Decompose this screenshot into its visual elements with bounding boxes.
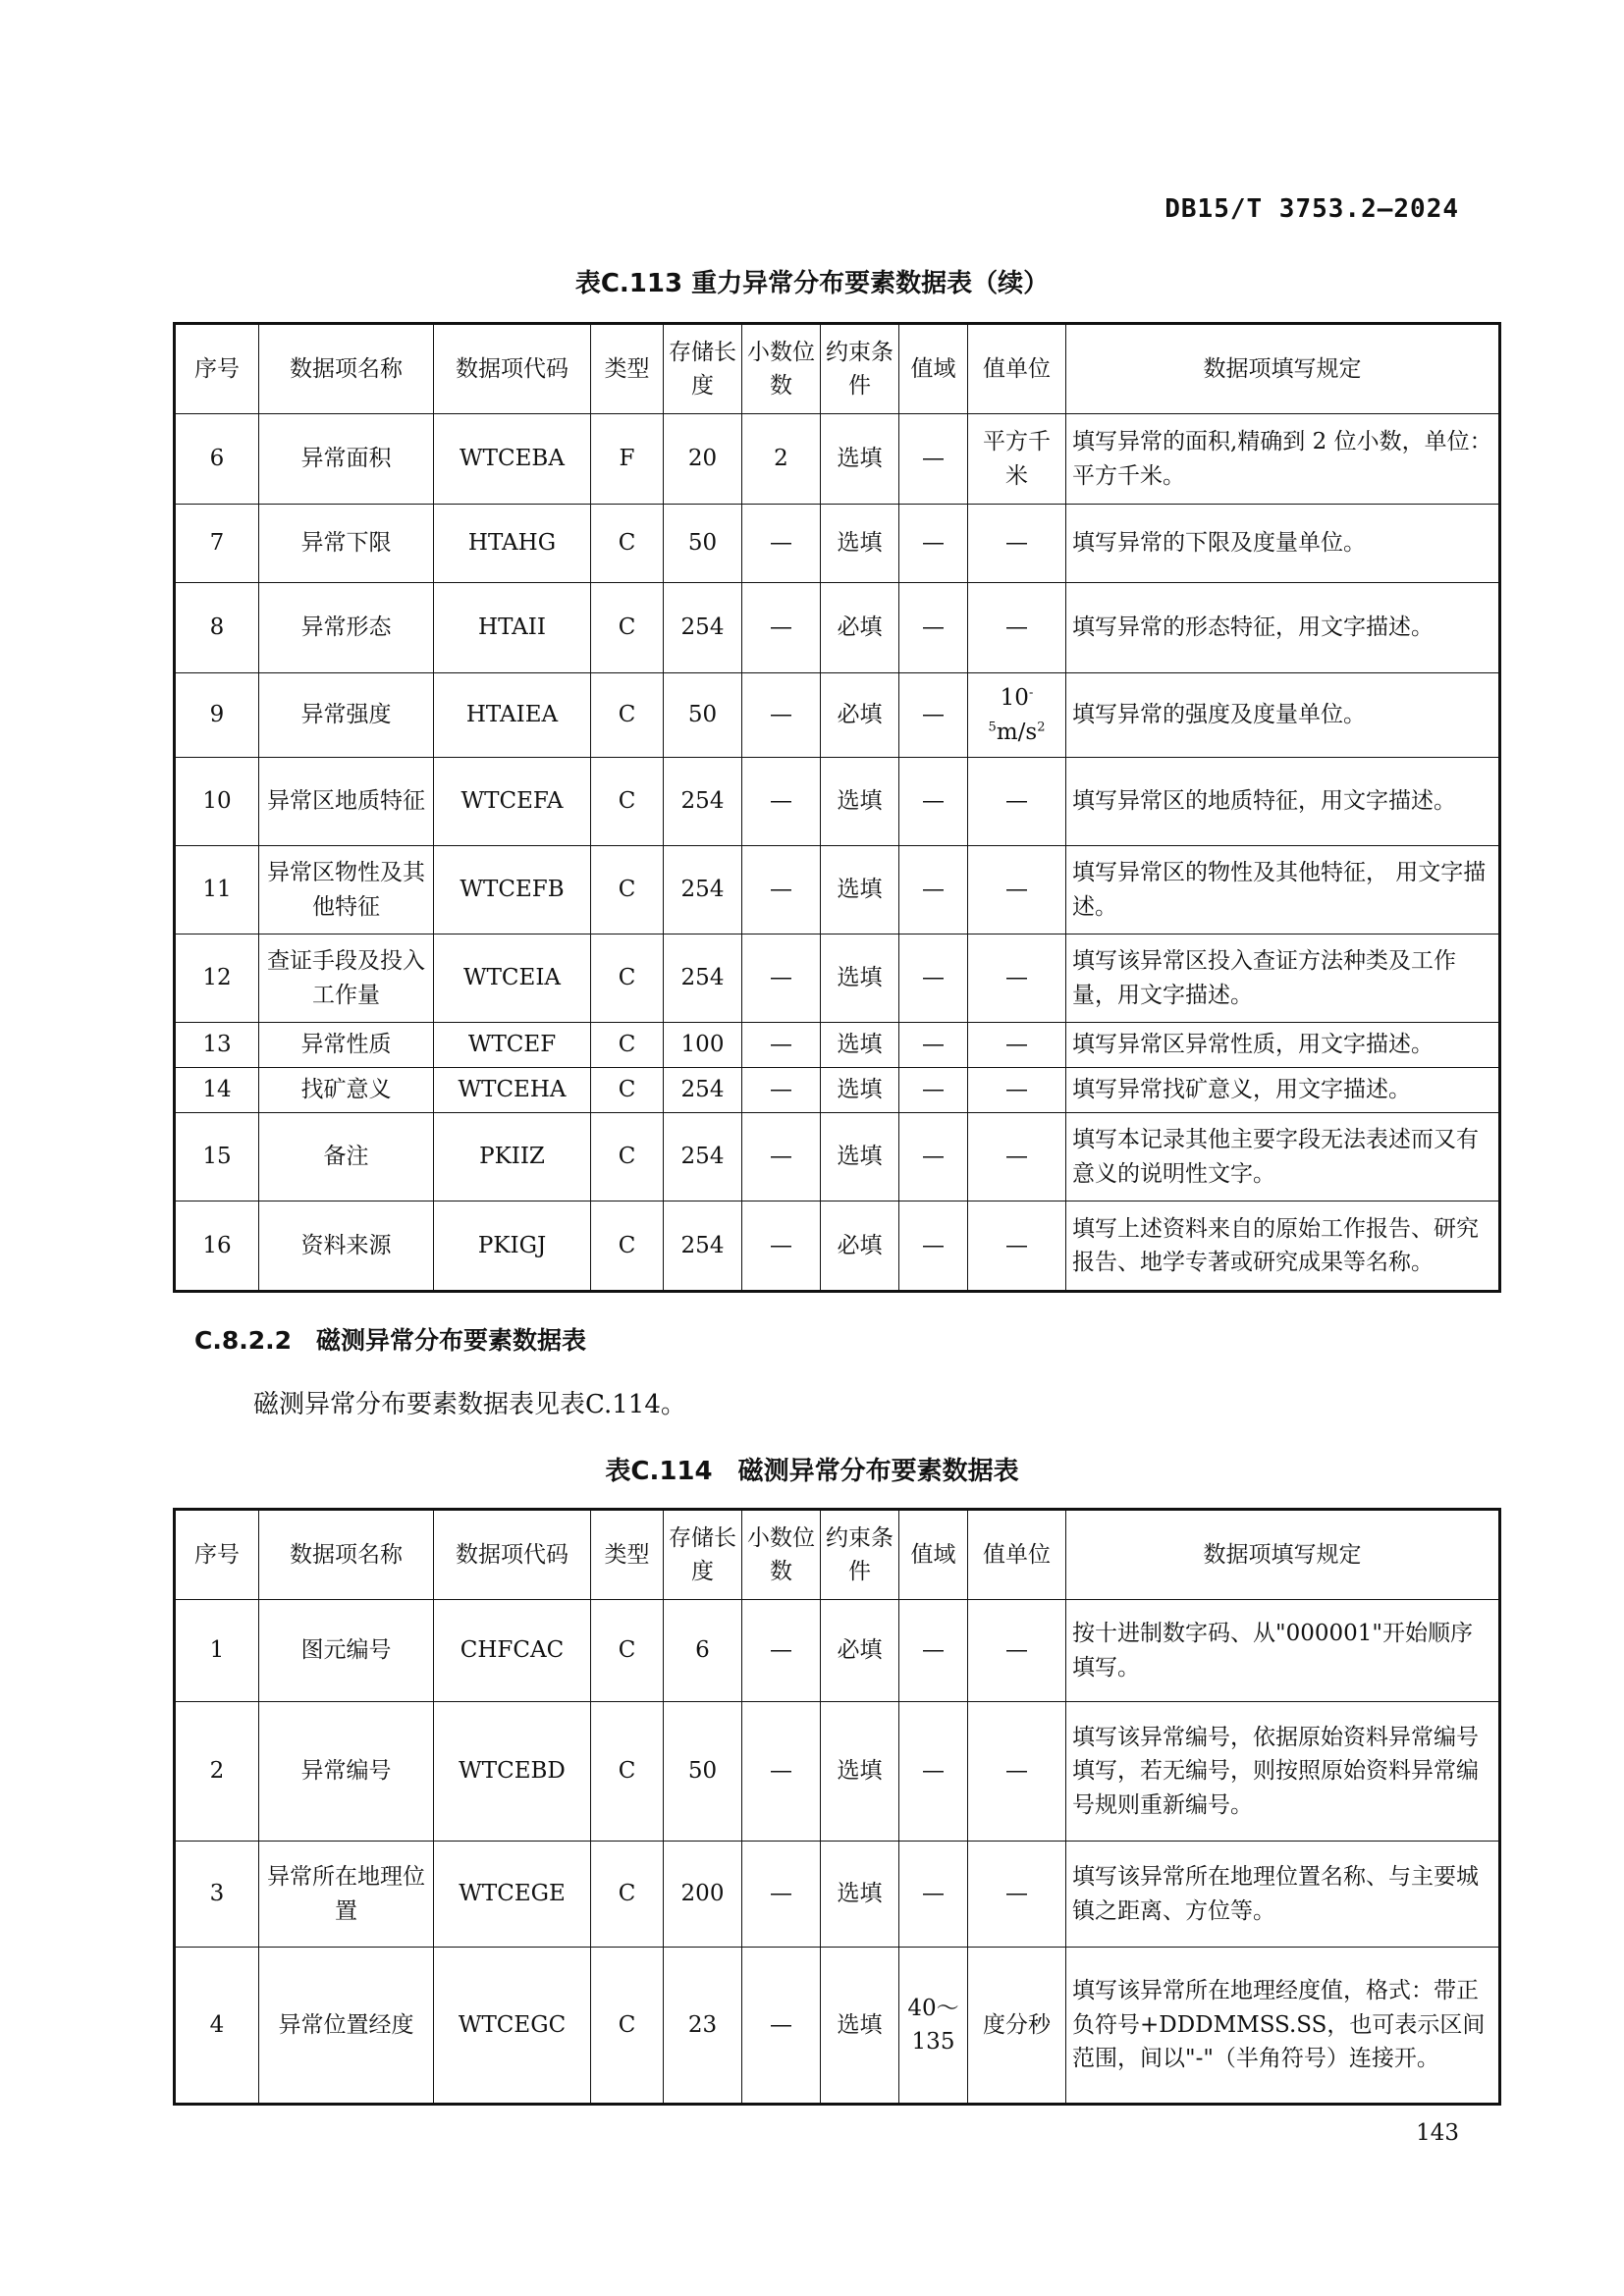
table-cell: 12 xyxy=(175,934,259,1023)
table-cell: — xyxy=(742,1068,821,1113)
table-cell: — xyxy=(899,673,968,758)
table-cell: — xyxy=(742,1842,821,1948)
table-cell: 必填 xyxy=(821,1201,899,1292)
table-cell: 填写异常找矿意义，用文字描述。 xyxy=(1066,1068,1500,1113)
table-cell: — xyxy=(899,414,968,505)
table-cell: C xyxy=(591,1113,664,1201)
table2-caption: 表C.114 磁测异常分布要素数据表 xyxy=(605,1457,1019,1486)
table-cell: 必填 xyxy=(821,583,899,673)
table-cell: 15 xyxy=(175,1113,259,1201)
column-header: 序号 xyxy=(175,1510,259,1600)
table-cell: 8 xyxy=(175,583,259,673)
table-cell: PKIIZ xyxy=(434,1113,591,1201)
table-cell: — xyxy=(899,846,968,934)
section-heading: C.8.2.2 磁测异常分布要素数据表 xyxy=(194,1326,587,1355)
table-cell: — xyxy=(968,583,1066,673)
table-cell: 选填 xyxy=(821,1068,899,1113)
table-cell: 填写异常区的物性及其他特征， 用文字描述。 xyxy=(1066,846,1500,934)
table-cell: — xyxy=(742,1948,821,2105)
table-cell: — xyxy=(742,1201,821,1292)
table-cell: 13 xyxy=(175,1023,259,1068)
table-cell: F xyxy=(591,414,664,505)
table-row xyxy=(175,1600,1500,1702)
table-cell: 254 xyxy=(664,583,742,673)
table-cell: — xyxy=(968,505,1066,583)
table-cell: C xyxy=(591,505,664,583)
table-row xyxy=(175,1023,1500,1068)
table-cell: 100 xyxy=(664,1023,742,1068)
table-cell: C xyxy=(591,1842,664,1948)
table-cell: 填写该异常区投入查证方法种类及工作量，用文字描述。 xyxy=(1066,934,1500,1023)
table-row xyxy=(175,1948,1500,2105)
table-row xyxy=(175,1842,1500,1948)
table-cell: 填写该异常所在地理经度值，格式：带正负符号+DDDMMSS.SS，也可表示区间范围，间以"-"（半角符号）连接开。 xyxy=(1066,1948,1500,2105)
table-cell: 4 xyxy=(175,1948,259,2105)
table-cell: 选填 xyxy=(821,414,899,505)
column-header: 值域 xyxy=(899,1510,968,1600)
table-cell: 备注 xyxy=(259,1113,434,1201)
table-cell: 254 xyxy=(664,934,742,1023)
table-cell: 按十进制数字码、从"000001"开始顺序填写。 xyxy=(1066,1600,1500,1702)
table-cell: 异常强度 xyxy=(259,673,434,758)
table-cell: 图元编号 xyxy=(259,1600,434,1702)
table-cell: HTAII xyxy=(434,583,591,673)
table-cell: 50 xyxy=(664,1702,742,1842)
column-header: 数据项名称 xyxy=(259,1510,434,1600)
table-cell: — xyxy=(899,1600,968,1702)
table-cell: — xyxy=(899,1702,968,1842)
table-cell: 20 xyxy=(664,414,742,505)
table-cell: C xyxy=(591,1948,664,2105)
table-cell: — xyxy=(899,1068,968,1113)
table-cell: 填写异常区的地质特征，用文字描述。 xyxy=(1066,758,1500,846)
table-cell: 必填 xyxy=(821,1600,899,1702)
table-cell: 填写异常区异常性质，用文字描述。 xyxy=(1066,1023,1500,1068)
table-cell: 填写异常的面积,精确到 2 位小数，单位：平方千米。 xyxy=(1066,414,1500,505)
column-header: 值单位 xyxy=(968,324,1066,414)
table-cell: — xyxy=(899,934,968,1023)
column-header: 值域 xyxy=(899,324,968,414)
table-cell: — xyxy=(899,1842,968,1948)
table-cell: — xyxy=(742,1702,821,1842)
table-row xyxy=(175,414,1500,505)
table-cell: C xyxy=(591,1702,664,1842)
table-cell: 填写该异常所在地理位置名称、与主要城镇之距离、方位等。 xyxy=(1066,1842,1500,1948)
table-cell: C xyxy=(591,1068,664,1113)
column-header: 约束条件 xyxy=(821,1510,899,1600)
table-cell: WTCEGE xyxy=(434,1842,591,1948)
table-cell: 6 xyxy=(664,1600,742,1702)
table-cell: 16 xyxy=(175,1201,259,1292)
table-cell: 资料来源 xyxy=(259,1201,434,1292)
table-cell: 2 xyxy=(742,414,821,505)
table-cell: — xyxy=(899,1023,968,1068)
table-cell: 2 xyxy=(175,1702,259,1842)
table-cell: 平方千米 xyxy=(968,414,1066,505)
column-header: 数据项填写规定 xyxy=(1066,324,1500,414)
table-cell: 异常形态 xyxy=(259,583,434,673)
table-cell: 选填 xyxy=(821,1842,899,1948)
table-cell: — xyxy=(968,1600,1066,1702)
table-cell: 选填 xyxy=(821,846,899,934)
table-cell: — xyxy=(742,934,821,1023)
table-cell: — xyxy=(968,1201,1066,1292)
table-cell: 254 xyxy=(664,1113,742,1201)
table-cell: 254 xyxy=(664,1201,742,1292)
table-cell: — xyxy=(742,505,821,583)
table-cell: C xyxy=(591,1023,664,1068)
table-cell: 14 xyxy=(175,1068,259,1113)
table-cell: HTAHG xyxy=(434,505,591,583)
table-cell: WTCEHA xyxy=(434,1068,591,1113)
table-cell: 异常区地质特征 xyxy=(259,758,434,846)
table-cell: WTCEFB xyxy=(434,846,591,934)
table-cell: — xyxy=(742,673,821,758)
table-cell: 异常性质 xyxy=(259,1023,434,1068)
table-cell: — xyxy=(968,1023,1066,1068)
table-cell: 10 xyxy=(175,758,259,846)
table-cell: — xyxy=(899,583,968,673)
table-cell: — xyxy=(899,505,968,583)
gravity-anomaly-table xyxy=(173,322,1501,1293)
table-cell: — xyxy=(968,1702,1066,1842)
table-row xyxy=(175,505,1500,583)
table-cell: WTCEIA xyxy=(434,934,591,1023)
column-header: 序号 xyxy=(175,324,259,414)
table-row xyxy=(175,934,1500,1023)
table-cell: — xyxy=(968,934,1066,1023)
table-cell: WTCEBA xyxy=(434,414,591,505)
table-cell: 254 xyxy=(664,846,742,934)
table-cell: 50 xyxy=(664,505,742,583)
table-cell: — xyxy=(968,1113,1066,1201)
table-row xyxy=(175,583,1500,673)
column-header: 类型 xyxy=(591,324,664,414)
table-cell: 填写上述资料来自的原始工作报告、研究报告、地学专著或研究成果等名称。 xyxy=(1066,1201,1500,1292)
table-cell: 1 xyxy=(175,1600,259,1702)
table-header-row xyxy=(175,1510,1500,1600)
table-cell: 9 xyxy=(175,673,259,758)
table-row xyxy=(175,1201,1500,1292)
table-cell: C xyxy=(591,846,664,934)
table-cell: 选填 xyxy=(821,758,899,846)
table-row xyxy=(175,846,1500,934)
table-cell: WTCEBD xyxy=(434,1702,591,1842)
table-row xyxy=(175,1068,1500,1113)
table-cell: — xyxy=(899,758,968,846)
table-row xyxy=(175,1702,1500,1842)
table-cell: WTCEFA xyxy=(434,758,591,846)
table-cell: 异常下限 xyxy=(259,505,434,583)
document-code: DB15/T 3753.2—2024 xyxy=(1164,194,1459,224)
table-cell: 选填 xyxy=(821,934,899,1023)
column-header: 数据项名称 xyxy=(259,324,434,414)
table-cell: C xyxy=(591,673,664,758)
table-cell: — xyxy=(742,846,821,934)
table-cell: 23 xyxy=(664,1948,742,2105)
table-cell: 填写异常的形态特征，用文字描述。 xyxy=(1066,583,1500,673)
column-header: 数据项代码 xyxy=(434,324,591,414)
magnetic-anomaly-table xyxy=(173,1508,1501,2106)
table-cell: — xyxy=(968,1842,1066,1948)
table-cell: 选填 xyxy=(821,1948,899,2105)
table1-caption: 表C.113 重力异常分布要素数据表（续） xyxy=(574,269,1050,298)
table-cell: — xyxy=(899,1113,968,1201)
table-header-row xyxy=(175,324,1500,414)
table-cell: 254 xyxy=(664,1068,742,1113)
column-header: 小数位数 xyxy=(742,1510,821,1600)
table-cell: 40～135 xyxy=(899,1948,968,2105)
table-cell: C xyxy=(591,1201,664,1292)
table-cell: 异常所在地理位置 xyxy=(259,1842,434,1948)
column-header: 类型 xyxy=(591,1510,664,1600)
table-cell: 异常位置经度 xyxy=(259,1948,434,2105)
table-cell: — xyxy=(742,1113,821,1201)
table-cell: WTCEGC xyxy=(434,1948,591,2105)
table-cell: CHFCAC xyxy=(434,1600,591,1702)
table-cell: — xyxy=(742,583,821,673)
column-header: 存储长度 xyxy=(664,1510,742,1600)
table-cell: — xyxy=(899,1201,968,1292)
table-cell: 查证手段及投入工作量 xyxy=(259,934,434,1023)
table-cell: 填写该异常编号，依据原始资料异常编号填写，若无编号，则按照原始资料异常编号规则重新编号。 xyxy=(1066,1702,1500,1842)
table-cell: — xyxy=(968,1068,1066,1113)
table-cell: 254 xyxy=(664,758,742,846)
table-cell: 度分秒 xyxy=(968,1948,1066,2105)
table-cell: 填写异常的下限及度量单位。 xyxy=(1066,505,1500,583)
table-cell: 6 xyxy=(175,414,259,505)
table-cell: HTAIEA xyxy=(434,673,591,758)
table-cell: — xyxy=(742,1600,821,1702)
table-cell: C xyxy=(591,758,664,846)
column-header: 值单位 xyxy=(968,1510,1066,1600)
section-body-text: 磁测异常分布要素数据表见表C.114。 xyxy=(253,1390,686,1419)
column-header: 存储长度 xyxy=(664,324,742,414)
table-cell: — xyxy=(968,846,1066,934)
table-cell: 异常编号 xyxy=(259,1702,434,1842)
table-cell: 找矿意义 xyxy=(259,1068,434,1113)
table-cell: PKIGJ xyxy=(434,1201,591,1292)
table-cell: 选填 xyxy=(821,1702,899,1842)
column-header: 数据项代码 xyxy=(434,1510,591,1600)
table-cell: C xyxy=(591,934,664,1023)
table-cell: $10^{-5}m/s^2$ xyxy=(968,673,1066,758)
column-header: 小数位数 xyxy=(742,324,821,414)
table-cell: 选填 xyxy=(821,505,899,583)
table-cell: 异常区物性及其他特征 xyxy=(259,846,434,934)
table-row xyxy=(175,673,1500,758)
table-cell: 200 xyxy=(664,1842,742,1948)
table-cell: — xyxy=(742,1023,821,1068)
page-number: 143 xyxy=(1416,2120,1459,2146)
table-row xyxy=(175,1113,1500,1201)
table-cell: C xyxy=(591,1600,664,1702)
table-cell: 选填 xyxy=(821,1113,899,1201)
table-cell: 3 xyxy=(175,1842,259,1948)
table-cell: 必填 xyxy=(821,673,899,758)
table-cell: 异常面积 xyxy=(259,414,434,505)
table-cell: 填写本记录其他主要字段无法表述而又有意义的说明性文字。 xyxy=(1066,1113,1500,1201)
table-row xyxy=(175,758,1500,846)
table-cell: — xyxy=(968,758,1066,846)
table-cell: 7 xyxy=(175,505,259,583)
table-cell: 填写异常的强度及度量单位。 xyxy=(1066,673,1500,758)
table-cell: C xyxy=(591,583,664,673)
column-header: 约束条件 xyxy=(821,324,899,414)
table-cell: 选填 xyxy=(821,1023,899,1068)
table-cell: — xyxy=(742,758,821,846)
table-cell: 50 xyxy=(664,673,742,758)
table-cell: 11 xyxy=(175,846,259,934)
column-header: 数据项填写规定 xyxy=(1066,1510,1500,1600)
table-cell: WTCEF xyxy=(434,1023,591,1068)
